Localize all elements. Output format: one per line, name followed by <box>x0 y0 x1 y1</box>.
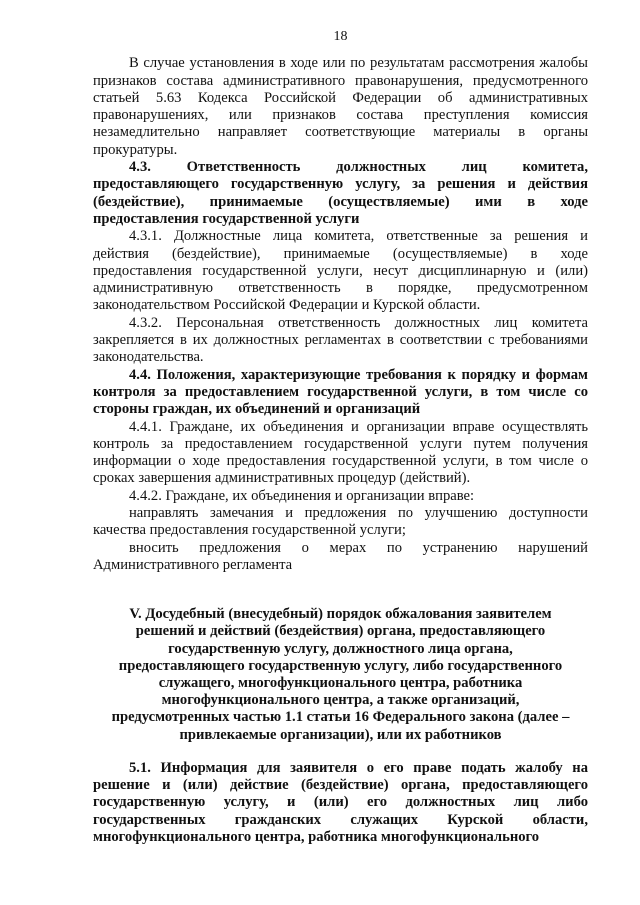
paragraph-4-3-1: 4.3.1. Должностные лица комитета, ответственные за решения и действия (бездействие), принимаемые (осуществляемые) в ходе предоставления государственной услуги, несут дисциплинарную и (или) административную ответственность в порядке, предусмотренном законодательством Российской Федерации и Курской области. <box>93 228 588 314</box>
paragraph-4-4-2-item-2: вносить предложения о мерах по устранению нарушений Административного регламента <box>93 539 588 573</box>
paragraph-5-1: 5.1. Информация для заявителя о его праве подать жалобу на решение и (или) действие (бездействие) органа, предоставляющего государственную услугу, и (или) его должностных лиц либо государственных гражданских служащих Курской области, многофункционального центра, работника многофункционального <box>93 759 588 846</box>
paragraph-complaint-violations: В случае установления в ходе или по результатам рассмотрения жалобы признаков состава административного правонарушения, предусмотренного статьей 5.63 Кодекса Российской Федерации об административных правонарушениях, или признаков состава преступления комиссия незамедлительно направляет соответствующие материалы в органы прокуратуры. <box>93 55 588 158</box>
section-v-line: предоставляющего государственную услугу, либо государственного <box>118 657 563 674</box>
section-v-line: предусмотренных частью 1.1 статьи 16 Федерального закона (далее – <box>111 709 570 726</box>
section-v-line: государственную услугу, должностного лица органа, <box>168 640 513 657</box>
page-number: 18 <box>333 29 348 44</box>
paragraph-4-4-1: 4.4.1. Граждане, их объединения и организации вправе осуществлять контроль за предоставлением государственной услуги путем получения информации о ходе предоставления государственной услуги, в том числе о сроках завершения административных процедур (действий). <box>93 418 588 487</box>
section-v-line: привлекаемые организации), или их работников <box>179 726 502 743</box>
heading-4-3: 4.3. Ответственность должностных лиц комитета, предоставляющего государственную услугу, за решения и действия (бездействие), принимаемые (осуществляемые) ими в ходе предоставления государственной услуги <box>93 159 588 227</box>
section-v-line: V. Досудебный (внесудебный) порядок обжалования заявителем <box>129 606 552 623</box>
paragraph-4-3-2: 4.3.2. Персональная ответственность должностных лиц комитета закрепляется в их должностных регламентах в соответствии с требованиями законодательства. <box>93 314 588 366</box>
paragraph-4-4-2: 4.4.2. Граждане, их объединения и организации вправе: <box>129 487 475 504</box>
paragraph-4-4-2-item-1: направлять замечания и предложения по улучшению доступности качества предоставления государственной услуги; <box>93 505 588 539</box>
section-v-line: служащего, многофункционального центра, работника <box>158 675 523 692</box>
section-v-line: многофункционального центра, а также организаций, <box>161 692 520 709</box>
section-v-line: решений и действий (бездействия) органа, предоставляющего <box>135 623 546 640</box>
section-v-title <box>93 606 588 744</box>
heading-4-4: 4.4. Положения, характеризующие требования к порядку и формам контроля за предоставлением государственной услуги, в том числе со стороны граждан, их объединений и организаций <box>93 366 588 418</box>
